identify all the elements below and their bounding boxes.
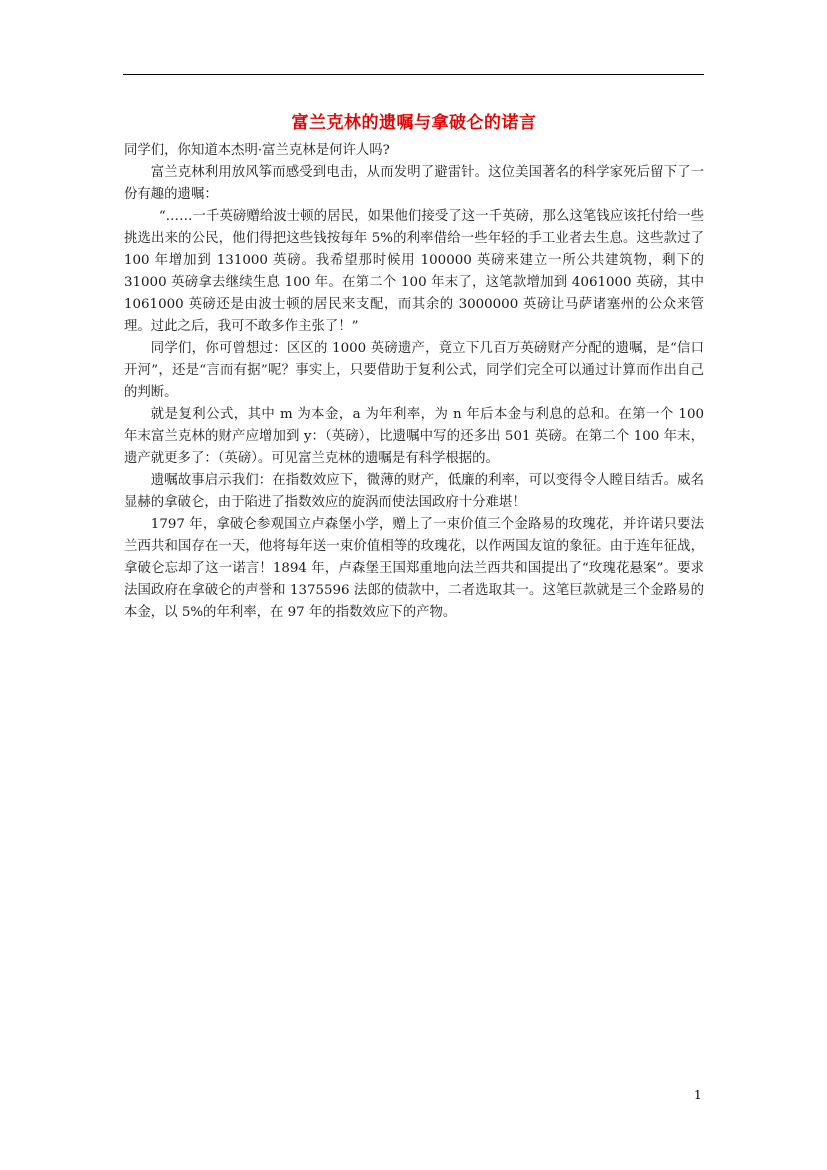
- page-number: 1: [694, 1088, 702, 1102]
- paragraph-napoleon: 1797 年，拿破仑参观国立卢森堡小学，赠上了一束价值三个金路易的玫瑰花，并许诺只要法兰西共和国存在一天，他将每年送一束价值相等的玫瑰花，以作两国友谊的象征。由于连年征战，拿破仑忘却了这一诺言！1894 年，卢森堡王国郑重地向法兰西共和国提出了“玫瑰花悬案”。要求法国政府在拿破仑的声誉和 1375596 法郎的债款中，二者选取其一。这笔巨款就是三个金路易的本金，以 5%的年利率，在 97 年的指数效应下的产物。: [124, 517, 704, 620]
- paragraph-compound-interest: 就是复利公式，其中 m 为本金，a 为年利率，为 n 年后本金与利息的总和。在第一个 100 年末富兰克林的财产应增加到 y：（英磅），比遗嘱中写的还多出 501 英磅。在第二个 100 年末，遗产就更多了：（英磅）。可见富兰克林的遗嘱是有科学根据的。: [124, 407, 704, 466]
- paragraph-will-quote: “……一千英磅赠给波士顿的居民，如果他们接受了这一千英磅，那么这笔钱应该托付给一些挑选出来的公民，他们得把这些钱按每年 5%的利率借给一些年轻的手工业者去生息。这些款过了 100 年增加到 131000 英磅。我希望那时候用 100000 英磅来建立一所公共建筑物，剩下的 31000 英磅拿去继续生息 100 年。在第二个 100 年末了，这笔款增加到 4061000 英磅，其中 1061000 英磅还是由波士顿的居民来支配，而其余的 3000000 英磅让马萨诸塞州的公众来管理。过此之后，我可不敢多作主张了！”: [124, 209, 704, 334]
- header-rule: [123, 74, 704, 75]
- paragraph-intro-question: 同学们，你知道本杰明·富兰克林是何许人吗?: [124, 143, 390, 158]
- document-title: 富兰克林的遗嘱与拿破仑的诺言: [291, 113, 537, 133]
- paragraph-question: 同学们，你可曾想过：区区的 1000 英磅遗产，竟立下几百万英磅财产分配的遗嘱，是“信口开河”，还是“言而有据”呢？事实上，只要借助于复利公式，同学们完全可以通过计算而作出自己的判断。: [124, 341, 704, 400]
- paragraph-lesson: 遗嘱故事启示我们：在指数效应下，微薄的财产，低廉的利率，可以变得令人瞠目结舌。威名显赫的拿破仑，由于陷进了指数效应的旋涡而使法国政府十分难堪！: [124, 473, 704, 510]
- paragraph-franklin-intro: 富兰克林利用放风筝而感受到电击，从而发明了避雷针。这位美国著名的科学家死后留下了一份有趣的遗嘱：: [124, 165, 704, 202]
- document-body: [124, 110, 704, 624]
